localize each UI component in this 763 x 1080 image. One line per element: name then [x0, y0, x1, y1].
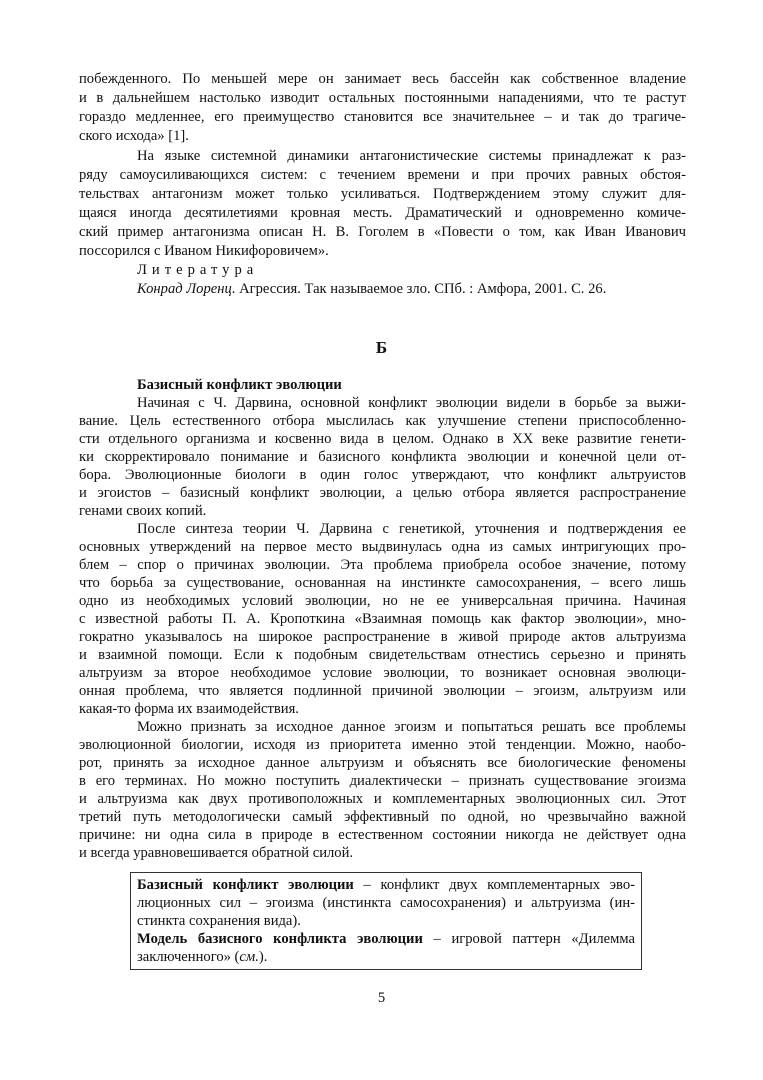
page-number: 5 — [377, 990, 386, 1006]
text-line: После синтеза теории Ч. Дарвина с генетикой, уточнения и подтверждения ее — [137, 521, 686, 537]
text-line: ки скорректировало понимание и базисного конфликта эволюции и конечной цели от- — [79, 449, 686, 465]
text-line: онная проблема, что является подлинной причиной эволюции – эгоизм, альтруизм или — [79, 683, 686, 699]
text-line: ский пример антагонизма описан Н. В. Гоголем в «Повести о том, как Иван Иванович — [79, 224, 686, 240]
text-line: Начиная с Ч. Дарвина, основной конфликт эволюции видели в борьбе за выжи- — [137, 395, 686, 411]
paragraph-antagonism — [79, 147, 686, 261]
text-line: блем – спор о причинах эволюции. Эта проблема приобрела особое значение, потому — [79, 557, 686, 573]
section-heading: Базисный конфликт эволюции — [137, 377, 342, 393]
text-line: и взаимной помощи. Если к подобным свидетельствам отнестись серьезно и принять — [79, 647, 686, 663]
text-line: и эгоистов – базисный конфликт эволюции, а целью отбора является распространение — [79, 485, 686, 501]
text-line: тельствах антагонизм может только усиливаться. Подтверждением этому служит для- — [79, 186, 686, 202]
definition-text: люционных сил – эгоизма (инстинкта самосохранения) и альтруизма (ин- — [137, 895, 635, 911]
term-basic-conflict: Базисный конфликт эволюции — [137, 877, 354, 893]
text-line: в его терминах. Но можно поступить диалектически – признать существование эгоизма — [79, 773, 686, 789]
text-line: ского исхода» [1]. — [79, 128, 189, 144]
paragraph-synthesis — [79, 520, 686, 718]
definition-text: – конфликт двух комплементарных эво- — [353, 877, 635, 893]
text-line: и в дальнейшем настолько изводит остальных постоянными нападениями, что те растут — [79, 90, 686, 106]
text-line: что борьба за существование, основанная на инстинкте самосохранения, – всего лишь — [79, 575, 686, 591]
definition-text: ). — [258, 949, 268, 965]
text-line: Можно признать за исходное данное эгоизм и попытаться решать все проблемы — [137, 719, 686, 735]
paragraph-darwin — [79, 394, 686, 520]
text-line: сти отдельного организма и косвенно вида в целом. Однако в XX веке развитие генети- — [79, 431, 686, 447]
reference-details: . Агрессия. Так называемое зло. СПб. : Амфора, 2001. С. 26. — [231, 281, 607, 297]
text-line: с известной работы П. А. Кропоткина «Взаимная помощь как фактор эволюции», мно- — [79, 611, 686, 627]
text-line: одно из необходимых условий эволюции, но не ее универсальная причина. Начиная — [79, 593, 686, 609]
text-line: На языке системной динамики антагонистические системы принадлежат к раз- — [137, 148, 686, 164]
text-line: щаяся иногда десятилетиями кровная месть. Драматический и одновременно комиче- — [79, 205, 686, 221]
text-line: эволюционной биологии, исходя из приоритета именно этой тенденции. Можно, наобо- — [79, 737, 686, 753]
section-heading-block — [79, 376, 686, 394]
text-line: бора. Эволюционные биологи в один голос утверждают, что конфликт альтруистов — [79, 467, 686, 483]
text-line: и альтруизма как двух противоположных и комплементарных эволюционных сил. Этот — [79, 791, 686, 807]
text-line: генами своих копий. — [79, 503, 207, 519]
section-letter: Б — [375, 338, 388, 357]
see-reference: см. — [239, 949, 259, 965]
text-line: гократно указывалось на широкое распространение в живой природе актов альтруизма — [79, 629, 686, 645]
text-line: вание. Цель естественного отбора мыслилась как улучшение степени приспособленно- — [79, 413, 686, 429]
literature-label: Литература — [137, 262, 259, 278]
definition-text: заключенного» ( — [137, 949, 240, 965]
text-line: ряду самоусиливающихся систем: с течением времени и при прочих равных обстоя- — [79, 167, 686, 183]
paragraph-continuation — [79, 70, 686, 146]
text-line: рот, принять за исходное данное альтруизм и объяснять все биологические феномены — [79, 755, 686, 771]
text-line: основных утверждений на первое место выдвинулась одна из самых интригующих про- — [79, 539, 686, 555]
term-model: Модель базисного конфликта эволюции — [137, 931, 423, 947]
text-line: какая-то форма их взаимодействия. — [79, 701, 299, 717]
text-line: третий путь методологически самый эффективный по одной, но чрезвычайно важной — [79, 809, 686, 825]
definition-box — [130, 872, 642, 970]
paragraph-dialectic — [79, 718, 686, 862]
definition-text: стинкта сохранения вида). — [137, 913, 301, 929]
text-line: причине: ни одна сила в природе в естественном состоянии никогда не действует одна — [79, 827, 686, 843]
reference-author: Конрад Лоренц — [137, 281, 232, 297]
text-line: поссорился с Иваном Никифоровичем». — [79, 243, 329, 259]
text-line: гораздо медленнее, его преимущество становится все значительнее – и так до трагиче- — [79, 109, 686, 125]
literature — [79, 261, 686, 299]
text-line: и всегда уравновешивается обратной силой. — [79, 845, 354, 861]
text-line: альтруизм за второе необходимое условие эволюции, то возникает основная эволюци- — [79, 665, 686, 681]
definition-text: – игровой паттерн «Дилемма — [422, 931, 635, 947]
text-line: побежденного. По меньшей мере он занимает весь бассейн как собственное владение — [79, 71, 686, 87]
